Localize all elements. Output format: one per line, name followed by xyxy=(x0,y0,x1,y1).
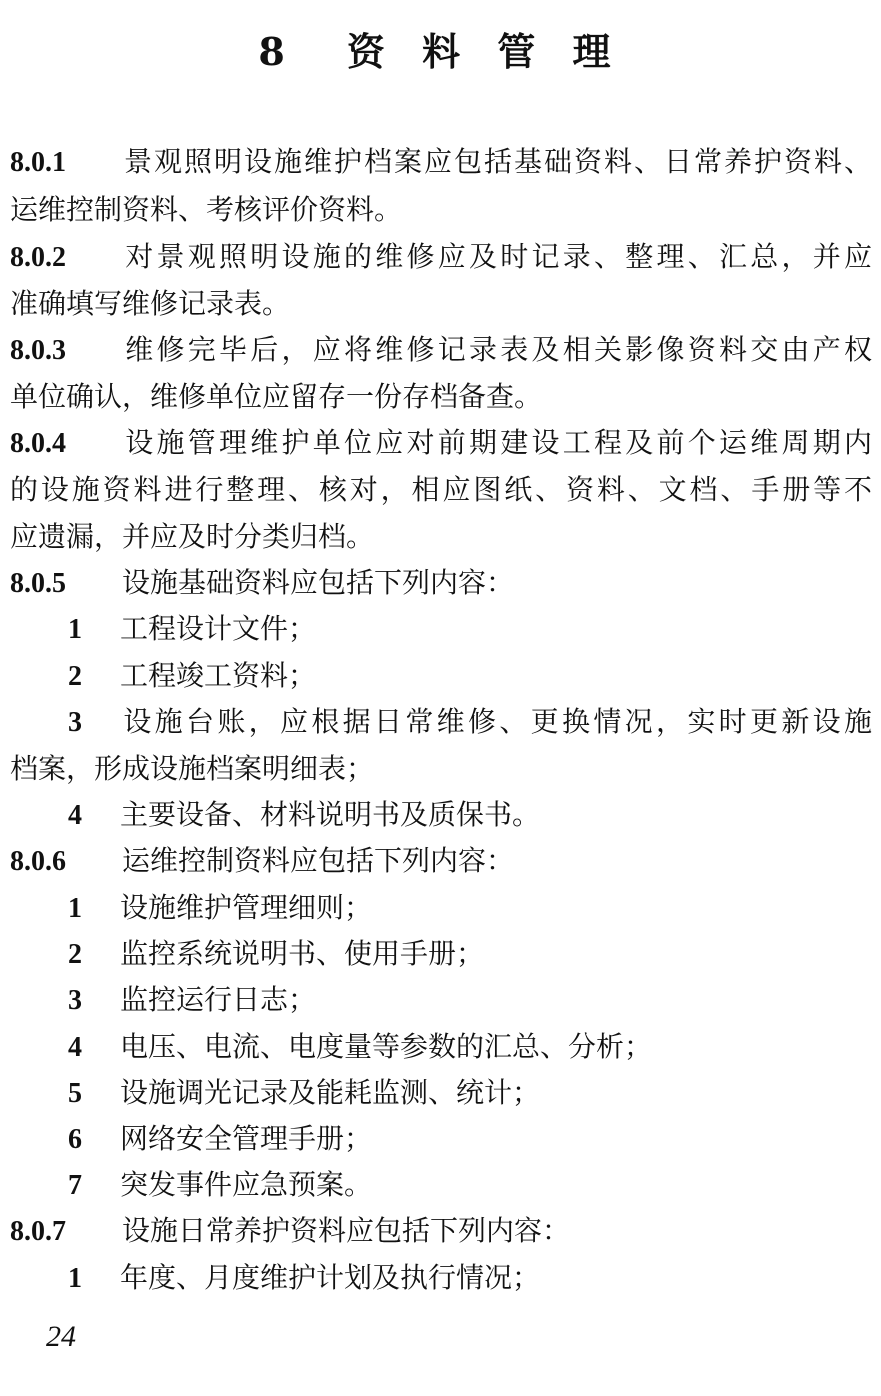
clause-text: 运维控制资料应包括下列内容： xyxy=(122,844,515,877)
item-text-line: 档案，形成设施档案明细表； xyxy=(10,752,375,785)
clause-8-0-7 xyxy=(10,1211,872,1252)
clause-number: 8.0.3 xyxy=(10,335,66,366)
list-item xyxy=(68,888,872,929)
clause-8-0-1 xyxy=(10,142,872,183)
item-number: 5 xyxy=(68,1078,82,1109)
item-text: 主要设备、材料说明书及质保书。 xyxy=(120,798,541,831)
list-item xyxy=(68,656,872,697)
clause-text: 对景观照明设施的维修应及时记录、整理、汇总，并应 xyxy=(122,240,872,273)
list-item xyxy=(68,702,872,743)
page-number: 24 xyxy=(46,1320,76,1353)
list-item xyxy=(68,1027,872,1068)
list-item xyxy=(68,1165,872,1206)
item-text: 年度、月度维护计划及执行情况； xyxy=(120,1261,541,1294)
item-number: 1 xyxy=(68,893,82,924)
item-number: 6 xyxy=(68,1124,82,1155)
item-text: 监控运行日志； xyxy=(120,983,317,1016)
clause-number: 8.0.7 xyxy=(10,1216,66,1247)
clause-text-line: 的设施资料进行整理、核对，相应图纸、资料、文档、手册等不 xyxy=(10,473,872,506)
clause-number: 8.0.1 xyxy=(10,147,66,178)
clause-8-0-2 xyxy=(10,237,872,278)
item-text: 工程竣工资料； xyxy=(120,659,317,692)
clause-text: 景观照明设施维护档案应包括基础资料、日常养护资料、 xyxy=(122,145,872,178)
item-number: 2 xyxy=(68,661,82,692)
item-text: 设施维护管理细则； xyxy=(120,891,373,924)
item-number: 3 xyxy=(68,707,82,738)
clause-8-0-6 xyxy=(10,841,872,882)
item-number: 7 xyxy=(68,1170,82,1201)
clause-text: 设施日常养护资料应包括下列内容： xyxy=(122,1214,571,1247)
list-item xyxy=(68,795,872,836)
item-text: 网络安全管理手册； xyxy=(120,1122,373,1155)
item-number: 3 xyxy=(68,985,82,1016)
item-number: 1 xyxy=(68,1263,82,1294)
item-text: 设施调光记录及能耗监测、统计； xyxy=(120,1076,541,1109)
item-text: 突发事件应急预案。 xyxy=(120,1168,373,1201)
clause-number: 8.0.2 xyxy=(10,242,66,273)
item-number: 1 xyxy=(68,614,82,645)
item-text: 监控系统说明书、使用手册； xyxy=(120,937,485,970)
item-number: 4 xyxy=(68,800,82,831)
item-text: 工程设计文件； xyxy=(120,612,317,645)
clause-text: 设施基础资料应包括下列内容： xyxy=(122,566,515,599)
list-item xyxy=(68,1258,872,1299)
item-number: 2 xyxy=(68,939,82,970)
item-text: 设施台账，应根据日常维修、更换情况，实时更新设施 xyxy=(120,705,872,738)
clause-text-line: 准确填写维修记录表。 xyxy=(10,287,291,320)
clause-text-line: 应遗漏，并应及时分类归档。 xyxy=(10,520,375,553)
item-text: 电压、电流、电度量等参数的汇总、分析； xyxy=(120,1030,653,1063)
list-item xyxy=(68,934,872,975)
page-title: 8 资 料 管 理 xyxy=(258,29,623,74)
list-item xyxy=(68,1119,872,1160)
clause-number: 8.0.4 xyxy=(10,428,66,459)
clause-8-0-4 xyxy=(10,423,872,464)
list-item xyxy=(68,980,872,1021)
clause-text-line: 单位确认，维修单位应留存一份存档备查。 xyxy=(10,380,543,413)
item-number: 4 xyxy=(68,1032,82,1063)
clause-8-0-3 xyxy=(10,330,872,371)
clause-number: 8.0.5 xyxy=(10,568,66,599)
clause-text: 设施管理维护单位应对前期建设工程及前个运维周期内 xyxy=(122,426,872,459)
list-item xyxy=(68,1073,872,1114)
clause-number: 8.0.6 xyxy=(10,846,66,877)
list-item xyxy=(68,609,872,650)
clause-8-0-5 xyxy=(10,563,872,604)
clause-text-line: 运维控制资料、考核评价资料。 xyxy=(10,193,403,226)
clause-text: 维修完毕后，应将维修记录表及相关影像资料交由产权 xyxy=(122,333,872,366)
